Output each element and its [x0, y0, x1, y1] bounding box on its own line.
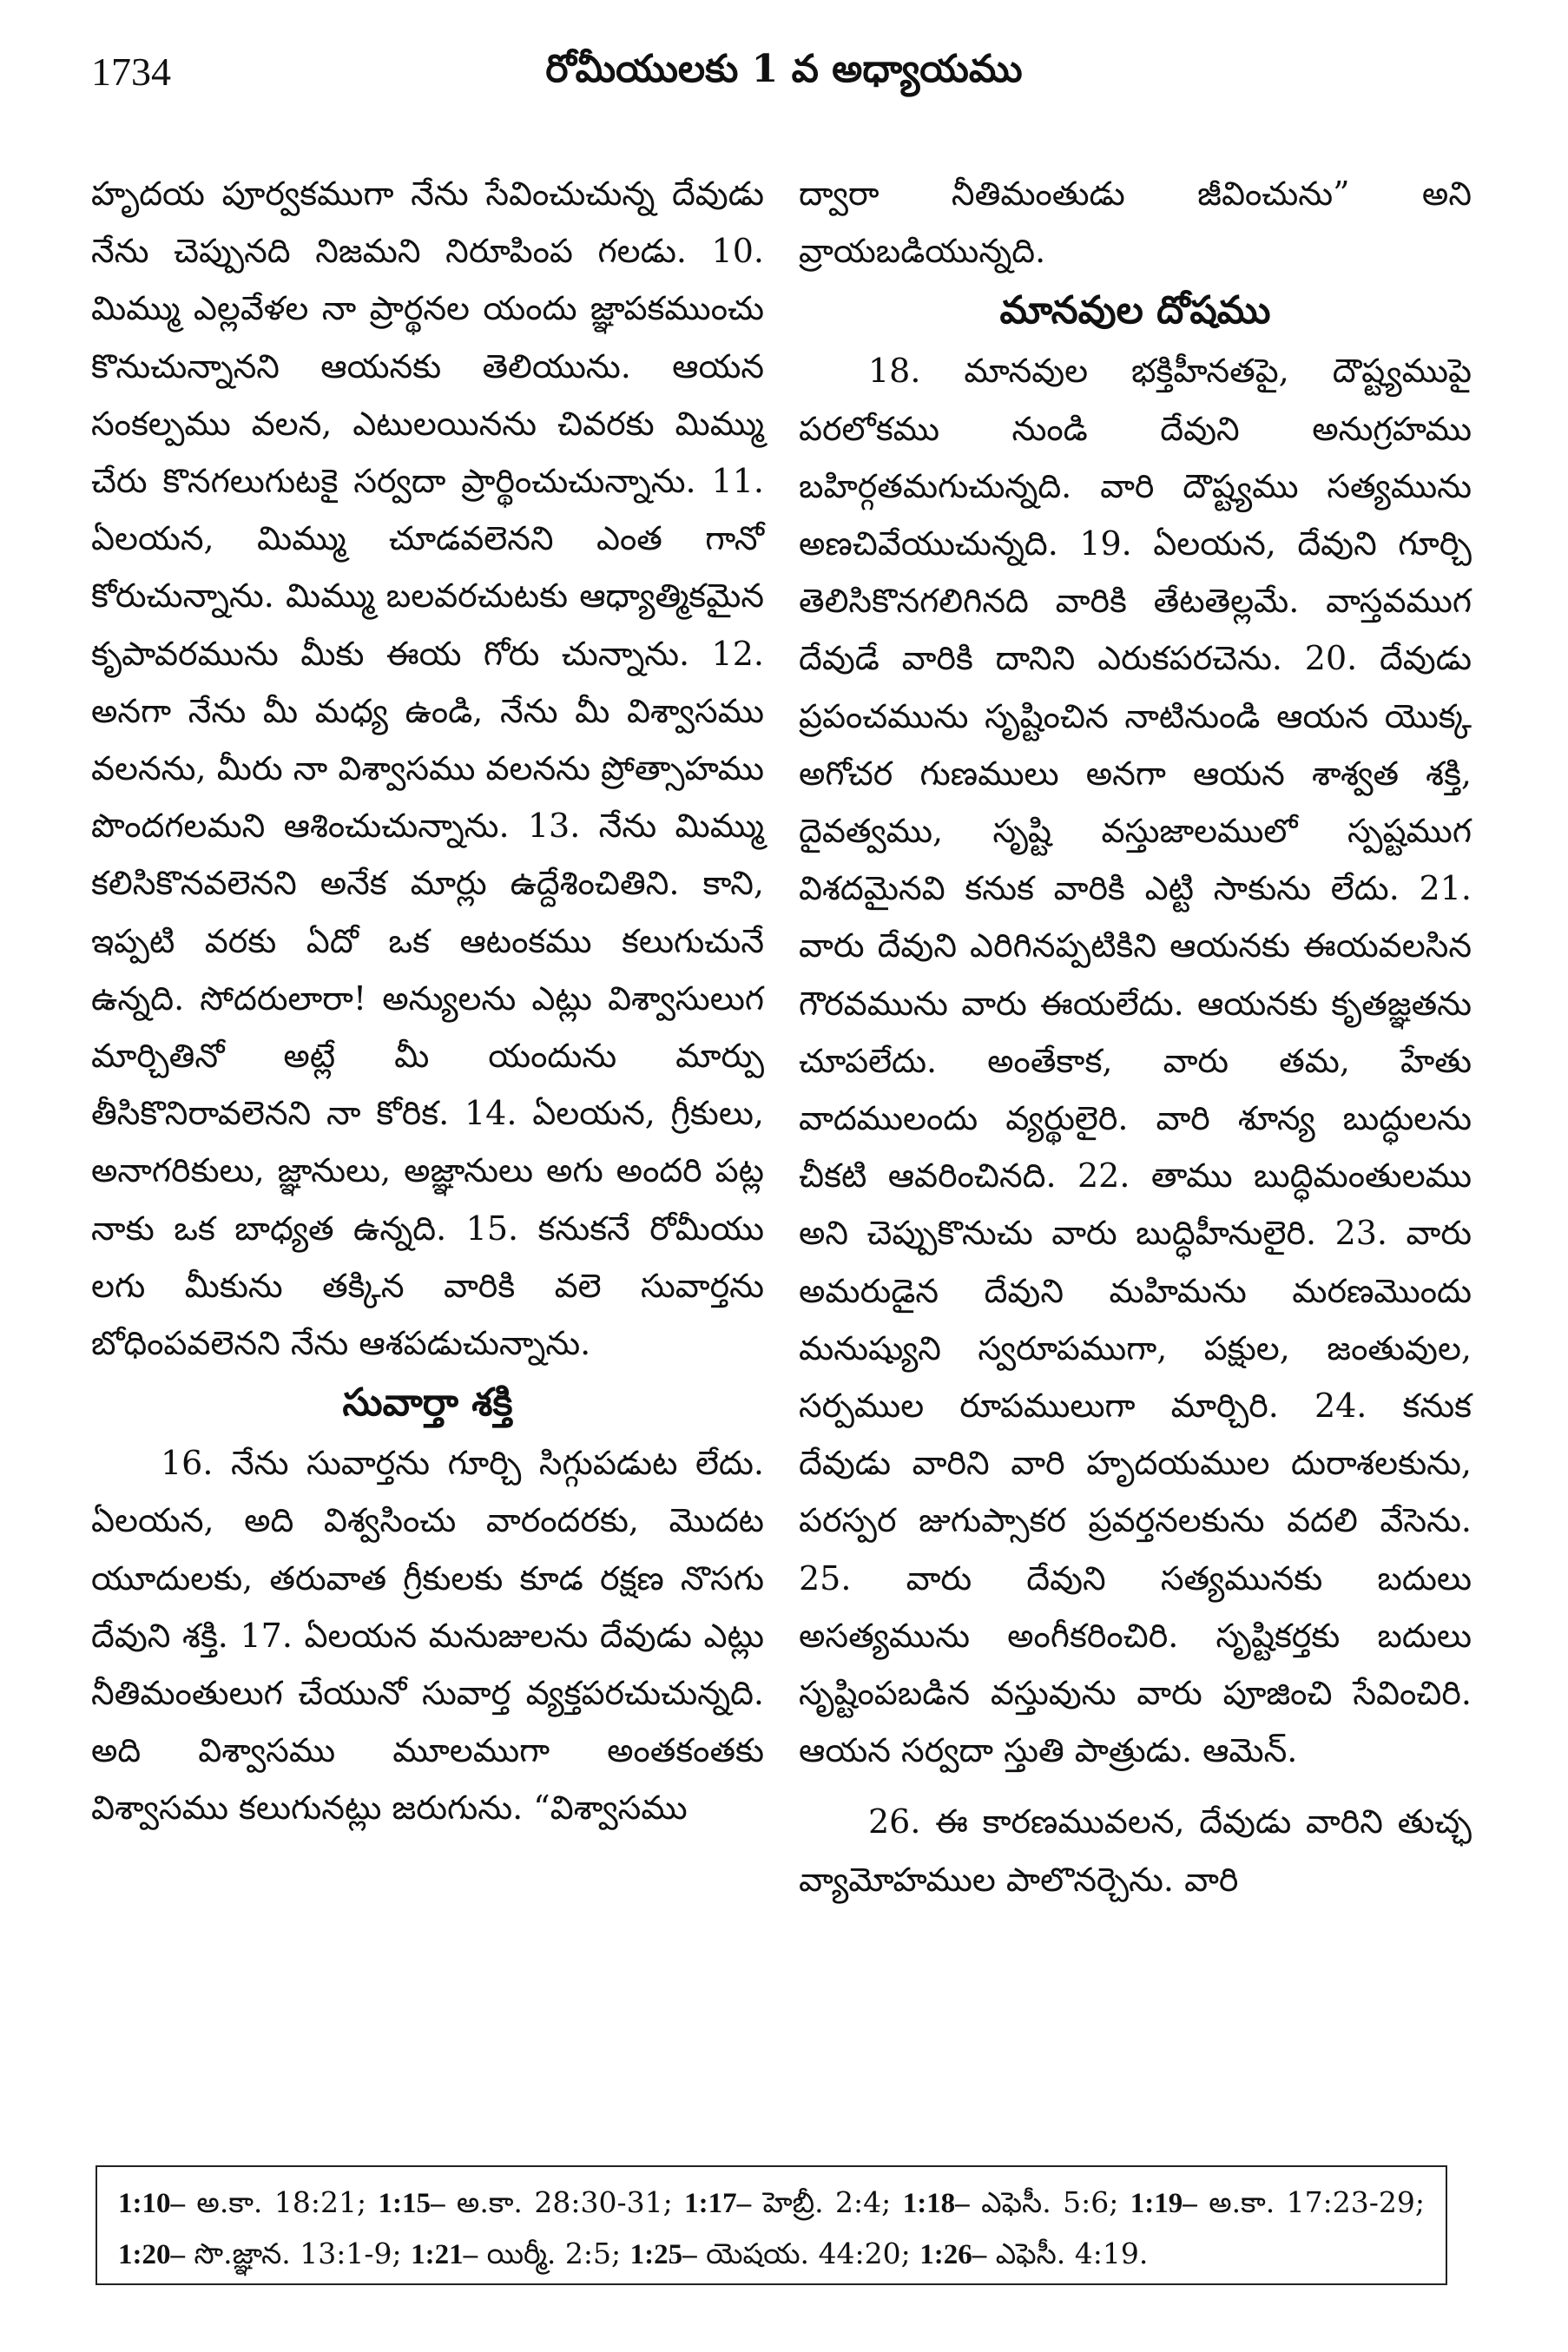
left-column	[91, 165, 764, 1837]
right-paragraph-3: 26. ఈ కారణమువలన, దేవుడు వారిని తుచ్ఛ వ్యామోహముల పాలొనర్చెను. వారి	[799, 1802, 1472, 1899]
footnote-text: ఎఫెసీ. 4:19.	[986, 2237, 1149, 2270]
footnote-ref: 1:26–	[919, 2239, 987, 2270]
footnote-ref: 1:20–	[118, 2239, 185, 2270]
footnote-ref: 1:10–	[118, 2188, 185, 2219]
section-heading-human-sin: మానవుల దోషము	[999, 288, 1271, 333]
footnote-item	[411, 2237, 630, 2270]
section-heading-gospel-power: సువార్తా శక్తి	[342, 1380, 513, 1426]
left-paragraph-2: 16. నేను సువార్తను గూర్చి సిగ్గుపడుట లేదు. ఏలయన, అది విశ్వసించు వారందరకు, మొదట యూదులకు, తరువాత గ్రీకులకు కూడ రక్షణ నొసగు దేవుని శక్తి. 17. ఏలయన మనుజులను దేవుడు ఎట్లు నీతిమంతులుగ చేయునో సువార్త వ్యక్తపరచుచున్నది. అది విశ్వాసము మూలముగా అంతకంతకు విశ్వాసము కలుగునట్లు జరుగును. “విశ్వాసము	[91, 1444, 764, 1828]
footnote-item	[379, 2185, 685, 2219]
footnote-item	[1130, 2185, 1425, 2219]
footnote-ref: 1:21–	[411, 2239, 478, 2270]
footnote-text: అ.కా. 28:30-31;	[445, 2185, 685, 2219]
cross-reference-box	[96, 2165, 1447, 2285]
footnote-ref: 1:19–	[1130, 2188, 1197, 2219]
footnote-ref: 1:25–	[629, 2239, 697, 2270]
footnote-item	[630, 2237, 920, 2270]
footnote-item	[684, 2185, 903, 2219]
footnote-item	[118, 2185, 379, 2219]
footnote-text: యిర్మీ. 2:5;	[478, 2237, 630, 2270]
footnote-text: ఎఫెసీ. 5:6;	[969, 2185, 1130, 2219]
footnote-item	[903, 2185, 1130, 2219]
footnote-text: హెబ్రీ. 2:4;	[751, 2185, 903, 2219]
page-number: 1734	[91, 49, 171, 94]
footnote-item	[118, 2237, 411, 2270]
right-paragraph-2: 18. మానవుల భక్తిహీనతపై, దౌష్ట్యముపై పరలోకము నుండి దేవుని అనుగ్రహము బహిర్గతమగుచున్నది. వారి దౌష్ట్యము సత్యమును అణచివేయుచున్నది. 19. ఏలయన, దేవుని గూర్చి తెలిసికొనగలిగినది వారికి తేటతెల్లమే. వాస్తవముగ దేవుడే వారికి దానిని ఎరుకపరచెను. 20. దేవుడు ప్రపంచమును సృష్టించిన నాటినుండి ఆయన యొక్క అగోచర గుణములు అనగా ఆయన శాశ్వత శక్తి, దైవత్వము, సృష్టి వస్తుజాలములో స్పష్టముగ విశదమైనవి కనుక వారికి ఎట్టి సాకును లేదు. 21. వారు దేవుని ఎరిగినప్పటికిని ఆయనకు ఈయవలసిన గౌరవమును వారు ఈయలేదు. ఆయనకు కృతజ్ఞతను చూపలేదు. అంతేకాక, వారు తమ, హేతు వాదములందు వ్యర్థులైరి. వారి శూన్య బుద్ధులను చీకటి ఆవరించినది. 22. తాము బుద్ధిమంతులము అని చెప్పుకొనుచు వారు బుద్ధిహీనులైరి. 23. వారు అమరుడైన దేవుని మహిమను మరణమొందు మనుష్యుని స్వరూపముగా, పక్షుల, జంతువుల, సర్పముల రూపములుగా మార్చిరి. 24. కనుక దేవుడు వారిని వారి హృదయముల దురాశలకును, పరస్పర జుగుప్సాకర ప్రవర్తనలకును వదలి వేసెను. 25. వారు దేవుని సత్యమునకు బదులు అసత్యమును అంగీకరించిరి. సృష్టికర్తకు బదులు సృష్టింపబడిన వస్తువును వారు పూజించి సేవించిరి. ఆయన సర్వదా స్తుతి పాత్రుడు. ఆమెన్.	[799, 352, 1472, 1770]
chapter-title: రోమీయులకు 1 వ అధ్యాయము	[545, 47, 1023, 91]
left-paragraph-1: హృదయ పూర్వకముగా నేను సేవించుచున్న దేవుడు నేను చెప్పునది నిజమని నిరూపింప గలడు. 10. మిమ్ము ఎల్లవేళల నా ప్రార్థనల యందు జ్ఞాపకముంచు కొనుచున్నానని ఆయనకు తెలియును. ఆయన సంకల్పము వలన, ఎటులయినను చివరకు మిమ్ము చేరు కొనగలుగుటకై సర్వదా ప్రార్థించుచున్నాను. 11. ఏలయన, మిమ్ము చూడవలెనని ఎంత గానో కోరుచున్నాను. మిమ్ము బలవరచుటకు ఆధ్యాత్మికమైన కృపావరమును మీకు ఈయ గోరు చున్నాను. 12. అనగా నేను మీ మధ్య ఉండి, నేను మీ విశ్వాసము వలనను, మీరు నా విశ్వాసము వలనను ప్రోత్సాహము పొందగలమని ఆశించుచున్నాను. 13. నేను మిమ్ము కలిసికొనవలెనని అనేక మార్లు ఉద్దేశించితిని. కాని, ఇప్పటి వరకు ఏదో ఒక ఆటంకము కలుగుచునే ఉన్నది. సోదరులారా! అన్యులను ఎట్లు విశ్వాసులుగ మార్చితినో అట్లే మీ యందును మార్పు తీసికొనిరావలెనని నా కోరిక. 14. ఏలయన, గ్రీకులు, అనాగరికులు, జ్ఞానులు, అజ్ఞానులు అగు అందరి పట్ల నాకు ఒక బాధ్యత ఉన్నది. 15. కనుకనే రోమీయు లగు మీకును తక్కిన వారికి వలె సువార్తను బోధింపవలెనని నేను ఆశపడుచున్నాను.	[91, 175, 764, 1363]
footnote-ref: 1:17–	[684, 2188, 752, 2219]
footnote-text: అ.కా. 18:21;	[185, 2185, 379, 2219]
footnote-text: సొ.జ్ఞాన. 13:1-9;	[185, 2237, 412, 2270]
footnote-item	[919, 2237, 1148, 2270]
footnote-text: అ.కా. 17:23-29;	[1196, 2185, 1426, 2219]
footnote-text: యెషయ. 44:20;	[696, 2237, 920, 2270]
footnote-ref: 1:15–	[378, 2188, 445, 2219]
right-paragraph-1: ద్వారా నీతిమంతుడు జీవించును” అని వ్రాయబడియున్నది.	[799, 175, 1472, 271]
footnote-ref: 1:18–	[902, 2188, 970, 2219]
right-column	[799, 165, 1472, 1908]
